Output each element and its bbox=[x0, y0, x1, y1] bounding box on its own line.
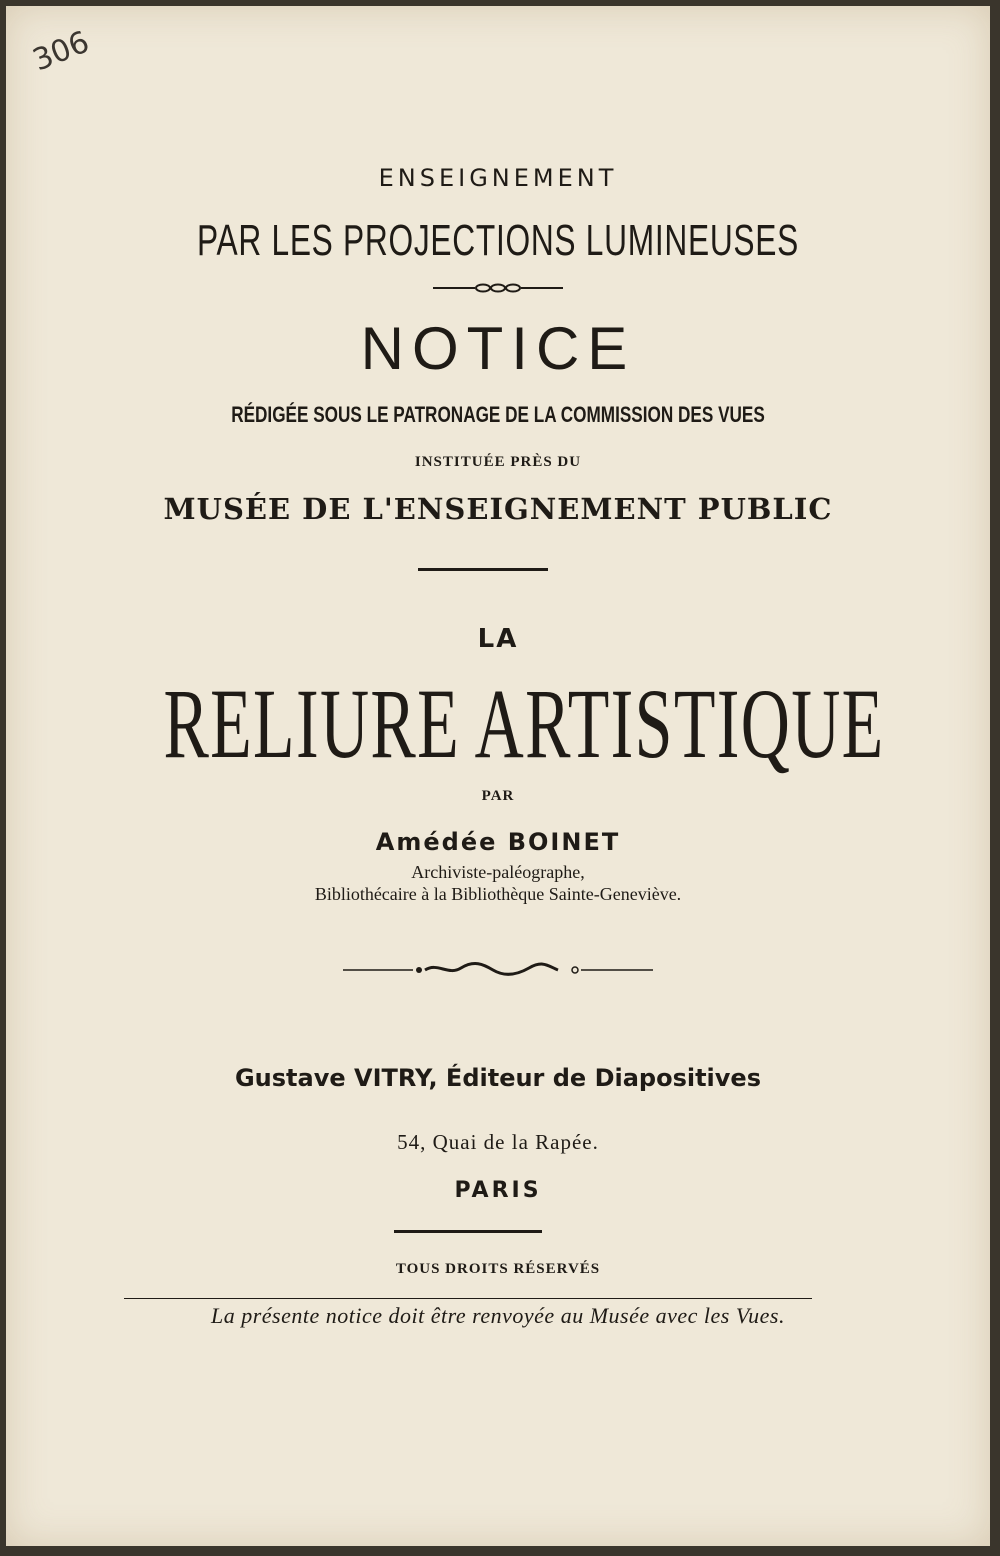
handwritten-number: 306 bbox=[28, 24, 95, 79]
series-title: ENSEIGNEMENT bbox=[378, 164, 618, 192]
rights-notice: TOUS DROITS RÉSERVÉS bbox=[395, 1261, 601, 1277]
series-subtitle: PAR LES PROJECTIONS LUMINEUSES bbox=[197, 216, 799, 265]
small-ornament bbox=[6, 280, 990, 299]
notice-title: NOTICE bbox=[360, 315, 636, 382]
flourish-ornament bbox=[6, 960, 990, 984]
institution-intro: INSTITUÉE PRÈS DU bbox=[414, 454, 582, 470]
author-title-1: Archiviste-paléographe, bbox=[411, 862, 585, 882]
document-page bbox=[6, 6, 990, 1546]
institution-name: MUSÉE DE L'ENSEIGNEMENT PUBLIC bbox=[163, 492, 833, 526]
patronage-line: RÉDIGÉE SOUS LE PATRONAGE DE LA COMMISSION DES VUES bbox=[231, 402, 765, 427]
city: PARIS bbox=[454, 1178, 542, 1203]
divider-rule bbox=[418, 568, 548, 571]
work-title: RELIURE ARTISTIQUE bbox=[163, 668, 885, 779]
author-name: Amédée BOINET bbox=[375, 828, 621, 856]
divider-rule-2 bbox=[394, 1230, 542, 1233]
publisher: Gustave VITRY, Éditeur de Diapositives bbox=[234, 1064, 761, 1092]
address: 54, Quai de la Rapée. bbox=[397, 1130, 599, 1154]
return-notice: La présente notice doit être renvoyée au Musée avec les Vues. bbox=[211, 1303, 785, 1328]
by-label: PAR bbox=[481, 788, 515, 804]
title-article: LA bbox=[477, 624, 519, 654]
author-title-2: Bibliothécaire à la Bibliothèque Sainte-Geneviève. bbox=[314, 884, 682, 904]
divider-rule-3 bbox=[124, 1298, 812, 1299]
